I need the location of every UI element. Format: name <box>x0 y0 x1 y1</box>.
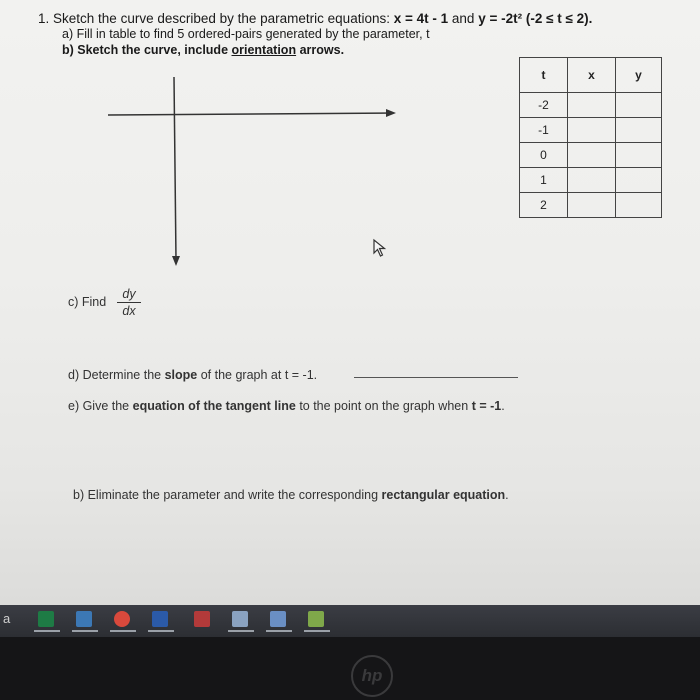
t-cell: 1 <box>520 168 568 193</box>
y-cell[interactable] <box>616 168 662 193</box>
table-row <box>520 193 662 218</box>
part-e-bold2: t = -1 <box>471 399 502 413</box>
t-cell: 2 <box>520 193 568 218</box>
x-equation: x = 4t - 1 <box>393 11 449 26</box>
sub-b-prefix: b) Sketch the curve, include <box>62 43 229 57</box>
x-cell[interactable] <box>568 168 616 193</box>
part-b2-bold: rectangular equation <box>381 488 506 502</box>
mail-icon[interactable] <box>270 611 286 627</box>
question-number: 1. <box>38 11 50 26</box>
sub-question-a: a) Fill in table to find 5 ordered-pairs generated by the parameter, t <box>62 27 430 41</box>
taskbar-active-indicator <box>304 630 330 632</box>
part-d <box>68 368 317 382</box>
excel-icon[interactable] <box>38 611 54 627</box>
y-cell[interactable] <box>616 93 662 118</box>
table-header-t: t <box>520 58 568 93</box>
y-cell[interactable] <box>616 118 662 143</box>
table-row <box>520 93 662 118</box>
taskbar-active-indicator <box>72 630 98 632</box>
table-row <box>520 118 662 143</box>
t-cell: 0 <box>520 143 568 168</box>
taskbar <box>0 605 700 637</box>
question-prompt: Sketch the curve described by the parametric equations: <box>53 11 390 26</box>
dy-dx-fraction <box>115 287 143 318</box>
part-d-prefix: d) Determine the <box>68 368 162 382</box>
fraction-bar <box>117 302 141 303</box>
x-cell[interactable] <box>568 143 616 168</box>
part-e-prefix: e) Give the <box>68 399 130 413</box>
part-e <box>68 399 505 413</box>
t-cell: -1 <box>520 118 568 143</box>
values-table <box>519 57 662 218</box>
taskbar-active-indicator <box>228 630 254 632</box>
part-d-bold: slope <box>164 368 198 382</box>
y-axis-arrow <box>172 256 180 266</box>
parameter-range: (-2 ≤ t ≤ 2). <box>525 11 593 26</box>
hp-logo: hp <box>351 655 393 697</box>
sub-b-suffix: arrows. <box>299 43 345 57</box>
table-header-y: y <box>616 58 662 93</box>
taskbar-active-indicator <box>148 630 174 632</box>
part-e-suffix: . <box>501 399 505 413</box>
part-e-bold: equation of the tangent line <box>132 399 296 413</box>
x-cell[interactable] <box>568 93 616 118</box>
part-c-label: c) Find <box>68 295 107 309</box>
notes-icon[interactable] <box>194 611 210 627</box>
t-cell: -2 <box>520 93 568 118</box>
sub-b-emphasis: orientation <box>231 43 297 57</box>
table-row <box>520 143 662 168</box>
table-row <box>520 168 662 193</box>
taskbar-active-indicator <box>110 630 136 632</box>
y-axis <box>174 77 176 260</box>
y-cell[interactable] <box>616 193 662 218</box>
taskbar-active-indicator <box>266 630 292 632</box>
part-b-eliminate <box>73 488 509 502</box>
fraction-denominator: dx <box>122 304 136 318</box>
y-equation: y = -2t² <box>478 11 523 26</box>
word-icon[interactable] <box>152 611 168 627</box>
answer-blank-line[interactable] <box>354 377 518 378</box>
table-header-row <box>520 58 662 93</box>
table-header-x: x <box>568 58 616 93</box>
part-b2-prefix: b) Eliminate the parameter and write the corresponding <box>73 488 379 502</box>
mouse-cursor-icon <box>372 238 388 258</box>
chrome-icon[interactable] <box>114 611 130 627</box>
x-axis-arrow <box>386 109 396 117</box>
part-b2-suffix: . <box>505 488 509 502</box>
part-d-suffix: of the graph at t = -1. <box>200 368 318 382</box>
photos-icon[interactable] <box>232 611 248 627</box>
part-e-middle: to the point on the graph when <box>299 399 469 413</box>
and-word: and <box>451 11 475 26</box>
x-axis <box>108 113 392 115</box>
files-icon[interactable] <box>76 611 92 627</box>
fraction-numerator: dy <box>122 287 136 301</box>
y-cell[interactable] <box>616 143 662 168</box>
taskbar-letter: a <box>3 611 11 626</box>
taskbar-active-indicator <box>34 630 60 632</box>
x-cell[interactable] <box>568 118 616 143</box>
x-cell[interactable] <box>568 193 616 218</box>
laptop-bezel <box>0 637 700 700</box>
minecraft-icon[interactable] <box>308 611 324 627</box>
